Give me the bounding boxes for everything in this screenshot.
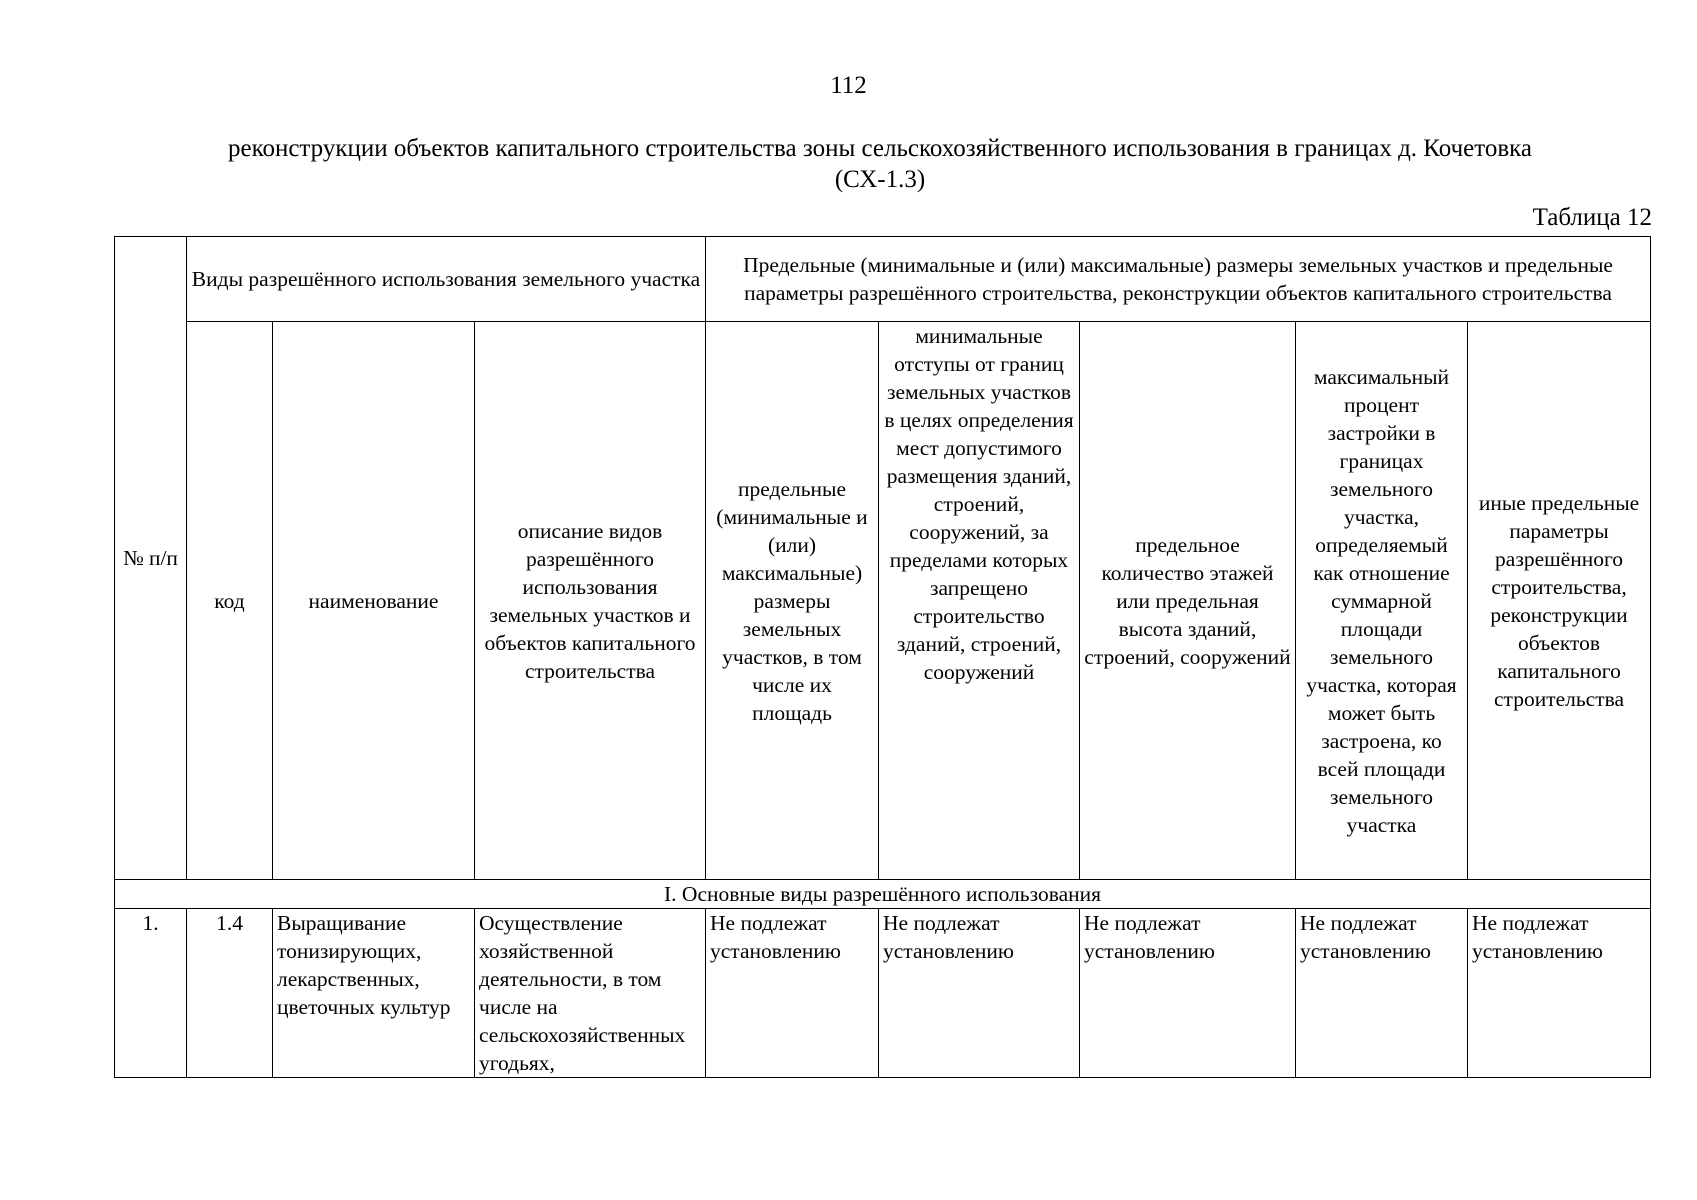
cell-sizes: Не подлежат установлению <box>706 909 879 1078</box>
header-row-top <box>115 237 1651 322</box>
cell-other: Не подлежат установлению <box>1468 909 1651 1078</box>
land-use-table <box>114 236 1651 1078</box>
header-description: описание видов разрешённого использования земельных участков и объектов капитального строительства <box>475 322 706 880</box>
cell-coverage: Не подлежат установлению <box>1296 909 1468 1078</box>
header-code: код <box>187 322 273 880</box>
header-name: наименование <box>273 322 475 880</box>
section-row <box>115 880 1651 909</box>
header-sizes: предельные (минимальные и (или) максимальные) размеры земельных участков, в том числе их площадь <box>706 322 879 880</box>
page-number: 112 <box>830 72 867 99</box>
title-line-2: (СХ-1.3) <box>834 166 926 193</box>
cell-floors: Не подлежат установлению <box>1080 909 1296 1078</box>
header-setbacks: минимальные отступы от границ земельных участков в целях определения мест допустимого размещения зданий, строений, сооружений, за пределами которых запрещено строительство зданий, строений, сооружений <box>879 322 1080 880</box>
cell-num: 1. <box>115 909 187 1078</box>
cell-setbacks: Не подлежат установлению <box>879 909 1080 1078</box>
header-row-sub <box>115 322 1651 880</box>
section-title: I. Основные виды разрешённого использования <box>115 880 1651 909</box>
header-other: иные предельные параметры разрешённого строительства, реконструкции объектов капитального строительства <box>1468 322 1651 880</box>
cell-code: 1.4 <box>187 909 273 1078</box>
document-title <box>100 133 1660 195</box>
header-types-group: Виды разрешённого использования земельного участка <box>187 237 706 322</box>
title-line-1: реконструкции объектов капитального строительства зоны сельскохозяйственного использования в границах д. Кочетовка <box>227 135 1533 162</box>
header-coverage: максимальный процент застройки в границах земельного участка, определяемый как отношение суммарной площади земельного участка, которая может быть застроена, ко всей площади земельного участка <box>1296 322 1468 880</box>
cell-name: Выращивание тонизирующих, лекарственных, цветочных культур <box>273 909 475 1078</box>
table-caption: Таблица 12 <box>1532 204 1652 231</box>
header-num: № п/п <box>115 237 187 880</box>
header-floors: предельное количество этажей или предельная высота зданий, строений, сооружений <box>1080 322 1296 880</box>
header-limits-group: Предельные (минимальные и (или) максимальные) размеры земельных участков и предельные параметры разрешённого строительства, реконструкции объектов капитального строительства <box>706 237 1651 322</box>
cell-description: Осуществление хозяйственной деятельности, в том числе на сельскохозяйственных угодьях, <box>475 909 706 1078</box>
table-row <box>115 909 1651 1078</box>
